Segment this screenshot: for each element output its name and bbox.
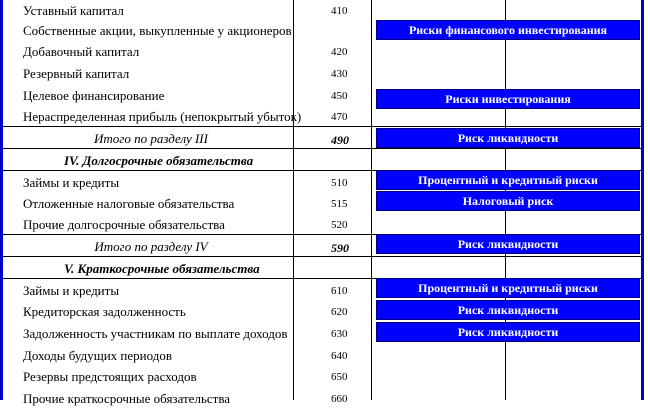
row-code: 610 — [331, 285, 348, 297]
row-code: 520 — [331, 219, 348, 231]
row-code: 590 — [331, 241, 349, 255]
table-row — [6, 0, 644, 21]
row-code: 470 — [331, 111, 348, 123]
row-label: Займы и кредиты — [23, 283, 120, 298]
table-row — [6, 106, 644, 127]
table-row — [6, 63, 644, 84]
risk-financial-investment: Риски финансового инвестирования — [376, 20, 640, 40]
risk-liquidity: Риск ликвидности — [376, 234, 640, 254]
row-label: Собственные акции, выкупленные у акционеров — [23, 23, 292, 38]
table-row — [6, 388, 644, 409]
row-label: Прочие долгосрочные обязательства — [23, 217, 225, 232]
row-code: 640 — [331, 350, 348, 362]
row-label: Доходы будущих периодов — [23, 348, 172, 363]
row-label: Прочие краткосрочные обязательства — [23, 391, 231, 406]
risk-tax: Налоговый риск — [376, 191, 640, 211]
row-code: 660 — [331, 393, 348, 405]
row-label: Задолженность участникам по выплате доходов — [23, 326, 288, 341]
row-code: 410 — [331, 5, 348, 17]
row-label: Нераспределенная прибыль (непокрытый убыток) — [23, 109, 302, 124]
risk-liquidity: Риск ликвидности — [376, 300, 640, 320]
section-header-row — [6, 258, 644, 279]
row-label: Займы и кредиты — [23, 175, 120, 190]
row-label: Добавочный капитал — [23, 44, 140, 59]
row-label: Итого по разделу III — [94, 131, 208, 146]
row-label: Итого по разделу IV — [94, 239, 208, 254]
row-label: Резервы предстоящих расходов — [23, 369, 197, 384]
risk-liquidity: Риск ликвидности — [376, 322, 640, 342]
row-code: 650 — [331, 371, 348, 383]
row-code: 490 — [331, 133, 349, 147]
table-row — [6, 366, 644, 387]
row-label: Отложенные налоговые обязательства — [23, 196, 235, 211]
section-header-row — [6, 150, 644, 171]
risk-investment: Риски инвестирования — [376, 89, 640, 109]
table-row — [6, 345, 644, 366]
row-code: 420 — [331, 46, 348, 58]
row-label: Целевое финансирование — [23, 88, 165, 103]
row-label: Уставный капитал — [23, 3, 124, 18]
risk-liquidity: Риск ликвидности — [376, 128, 640, 148]
table-row — [6, 214, 644, 235]
row-code: 630 — [331, 328, 348, 340]
table-row — [6, 41, 644, 62]
row-label: Резервный капитал — [23, 66, 130, 81]
row-code: 510 — [331, 177, 348, 189]
row-code: 450 — [331, 90, 348, 102]
row-label: Кредиторская задолженность — [23, 304, 186, 319]
row-code: 515 — [331, 198, 348, 210]
row-code: 620 — [331, 306, 348, 318]
risk-interest-credit: Процентный и кредитный риски — [376, 170, 640, 190]
risk-interest-credit: Процентный и кредитный риски — [376, 278, 640, 298]
row-code: 430 — [331, 68, 348, 80]
section-title: IV. Долгосрочные обязательства — [64, 153, 254, 168]
section-title: V. Краткосрочные обязательства — [64, 261, 260, 276]
